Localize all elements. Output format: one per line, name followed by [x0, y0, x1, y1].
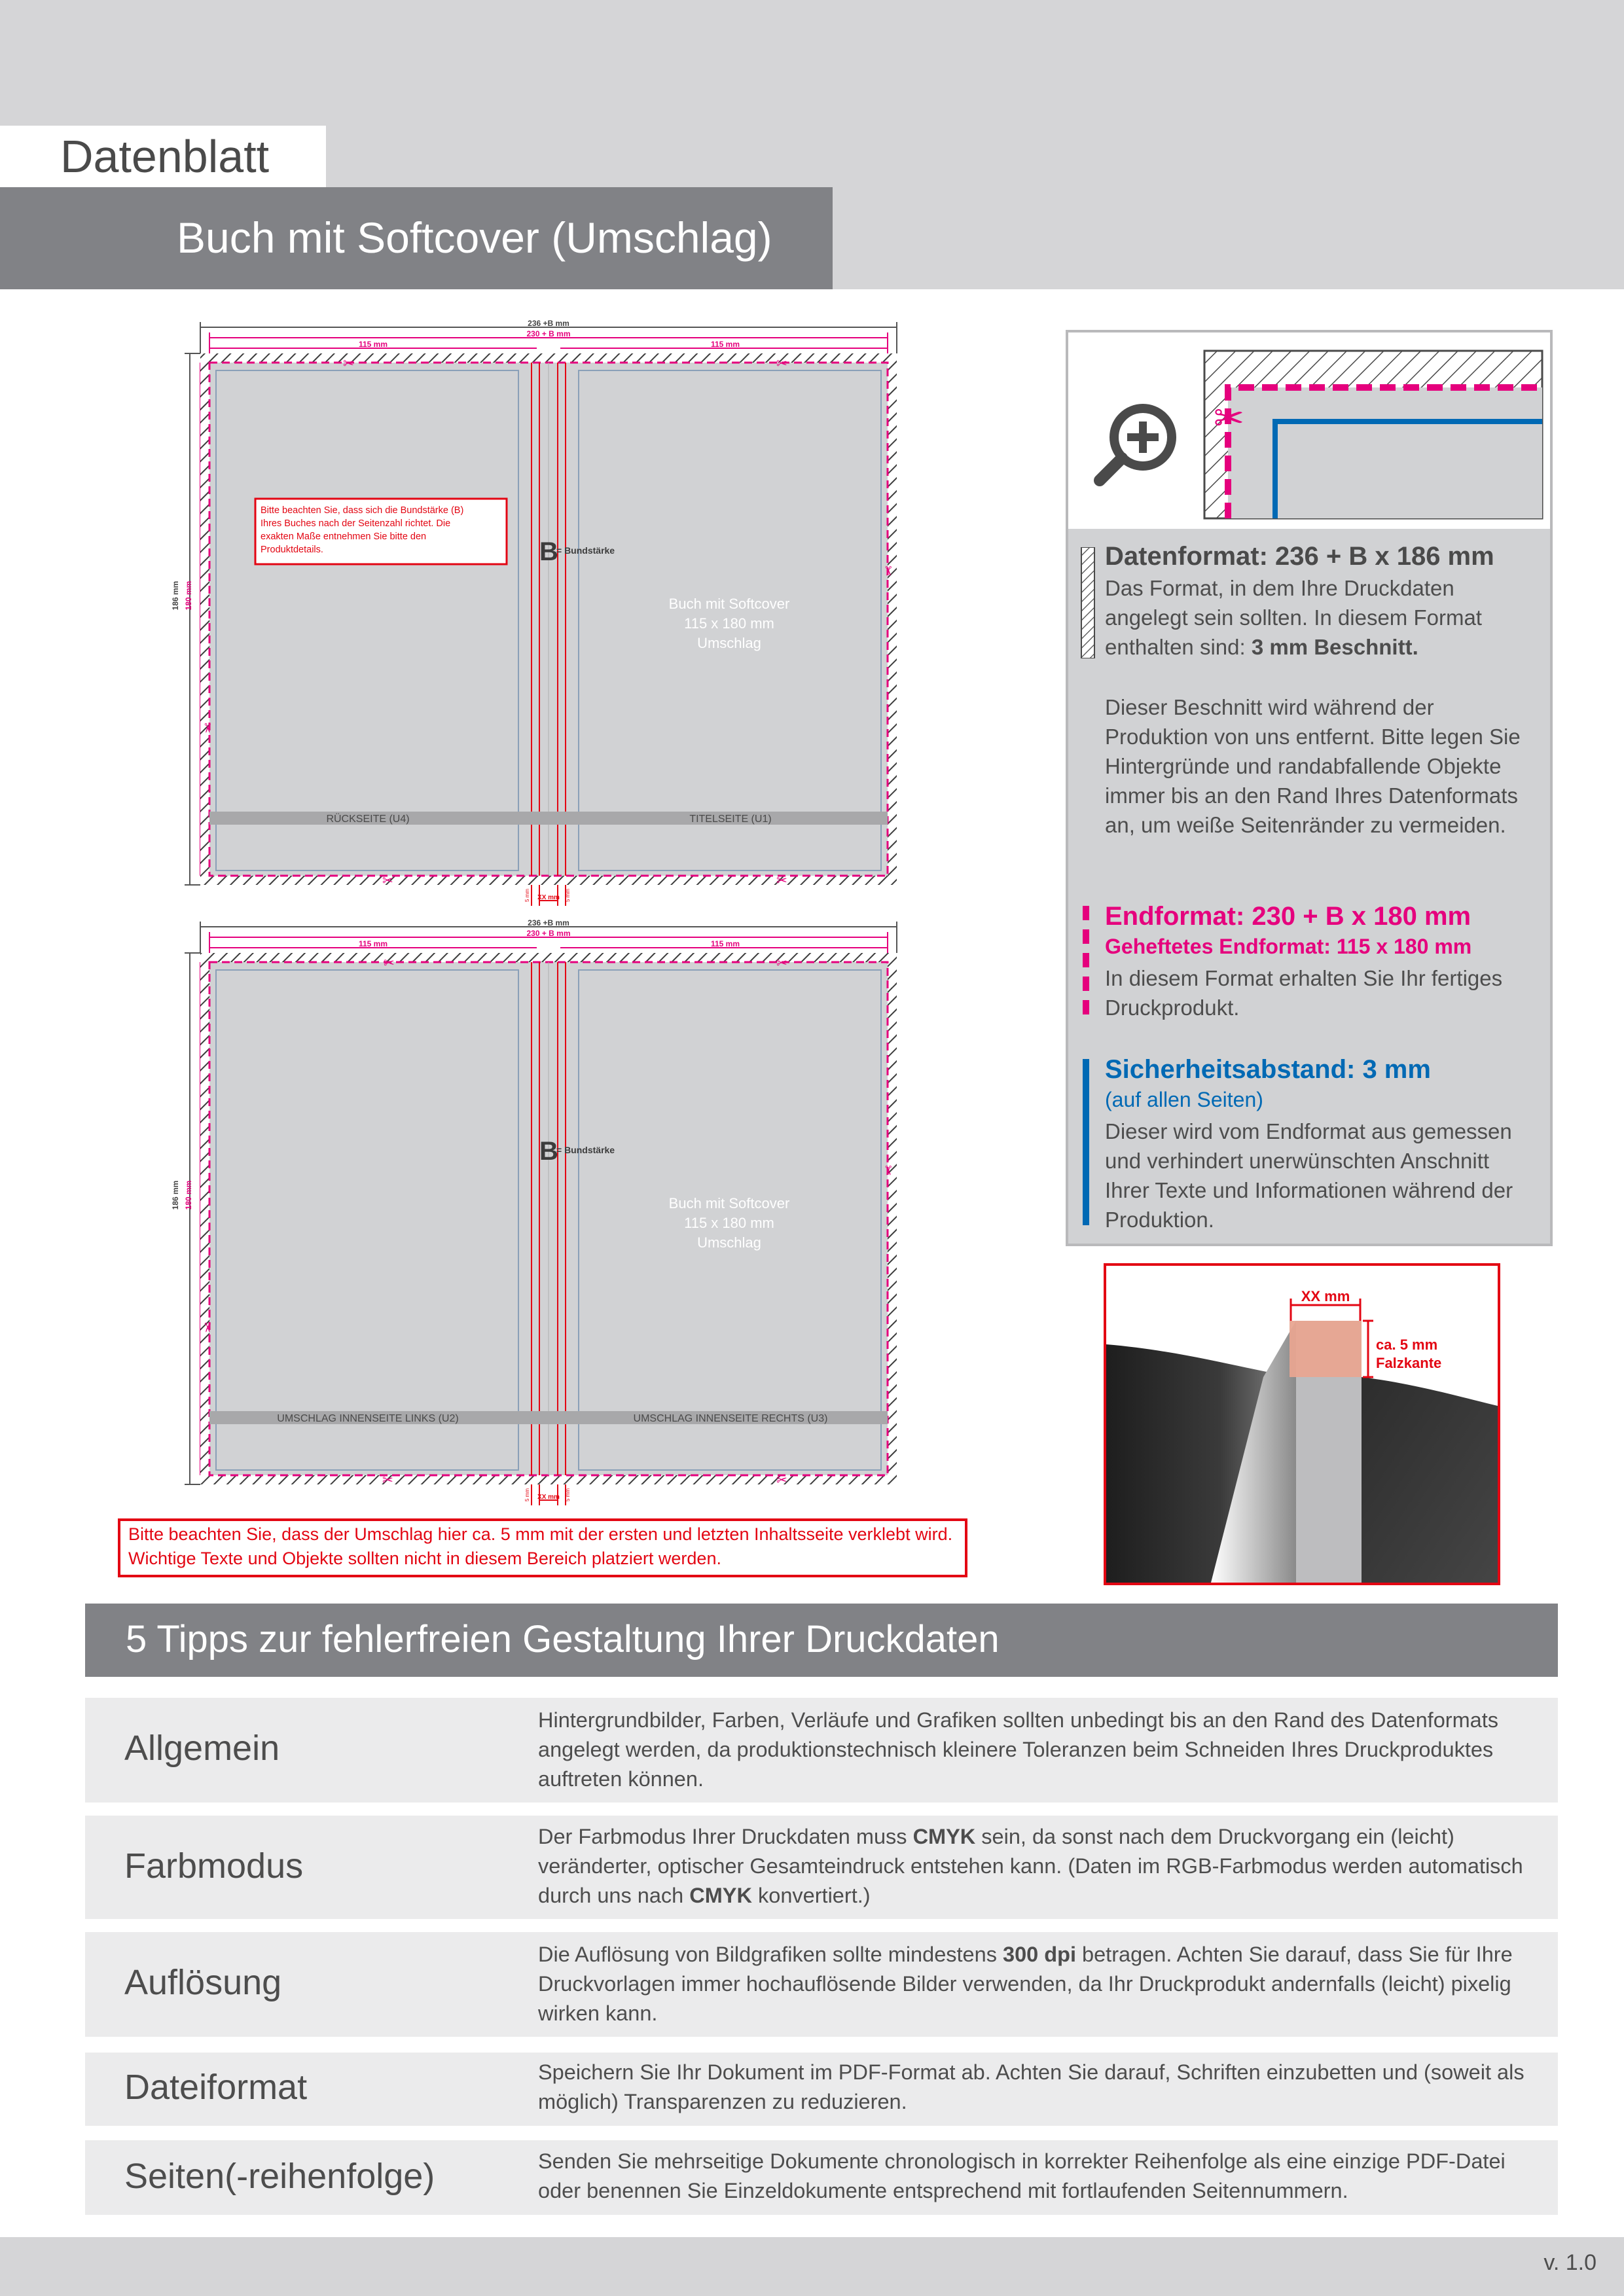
tip-row-farbmodus	[85, 1816, 1558, 1919]
svg-text:✂: ✂	[880, 565, 895, 577]
tip-name: Allgemein	[124, 1729, 280, 1768]
dim-xx-inner: XX mm	[537, 1494, 560, 1501]
dim-half-right-inner: 115 mm	[710, 939, 740, 948]
dim-final-inner: 230 + B mm	[526, 929, 571, 938]
endformat-title: Endformat: 230 + B x 180 mm	[1105, 902, 1471, 931]
endformat-sub: Geheftetes Endformat: 115 x 180 mm	[1105, 935, 1472, 958]
footer-band	[0, 2237, 1624, 2296]
label-u2: UMSCHLAG INNENSEITE LINKS (U2)	[277, 1413, 459, 1424]
product-line2-outer: 115 x 180 mm	[684, 615, 774, 632]
datenformat-title: Datenformat: 236 + B x 186 mm	[1105, 542, 1494, 571]
endformat-text: In diesem Format erhalten Sie Ihr fertiges Druckprodukt.	[1105, 966, 1503, 1020]
label-u1: TITELSEITE (U1)	[689, 814, 772, 825]
tip-row-dateiformat	[85, 2053, 1558, 2126]
tip-text: Hintergrundbilder, Farben, Verläufe und Grafiken sollten unbedingt bis an den Rand des Datenformats angelegt werden, da produktionstechnisch kleinere Toleranzen beim Schneiden Ihres Druckproduktes auftreten können.	[538, 1708, 1499, 1791]
bund-letter-outer: B	[539, 537, 558, 566]
svg-text:✂: ✂	[200, 1322, 214, 1333]
page-title: Buch mit Softcover (Umschlag)	[177, 213, 772, 262]
dim-height-total-inner: 186 mm	[171, 1180, 180, 1210]
tip-name: Seiten(-reihenfolge)	[124, 2157, 435, 2196]
svg-text:✂: ✂	[776, 357, 787, 371]
falz-kante-label: Falzkante	[1376, 1355, 1442, 1371]
dim-xx-outer: XX mm	[537, 894, 560, 901]
dim-5-right-outer: 5 mm	[565, 889, 571, 902]
sicherheit-title: Sicherheitsabstand: 3 mm	[1105, 1055, 1431, 1084]
falz-ca-label: ca. 5 mm	[1376, 1336, 1438, 1353]
endformat-marker	[1083, 906, 1089, 1021]
tip-text: Die Auflösung von Bildgrafiken sollte mindestens 300 dpi betragen. Achten Sie darauf, dass Sie für Ihre Druckvorlagen immer hochauflösende Bilder verwenden, da Ihr Druckprodukt andernfalls (leicht) pixelig wirken kann.	[538, 1943, 1513, 2025]
beschnitt-text: Dieser Beschnitt wird während der Produktion von uns entfernt. Bitte legen Sie Hintergründe und randabfallende Objekte immer bis an den Rand Ihres Datenformats an, um weiße Seitenränder zu vermeiden.	[1105, 695, 1521, 837]
tip-name: Dateiformat	[124, 2068, 308, 2107]
svg-text:✂: ✂	[200, 723, 214, 734]
tip-name: Auflösung	[124, 1963, 282, 2002]
svg-text:✂: ✂	[776, 1473, 787, 1488]
tip-name: Farbmodus	[124, 1846, 304, 1886]
sicherheit-sub: (auf allen Seiten)	[1105, 1088, 1263, 1111]
datenformat-text: Das Format, in dem Ihre Druckdaten angelegt sein sollten. In diesem Format enthalten sind: 3 mm Beschnitt.	[1105, 576, 1482, 659]
dim-total-outer: 236 +B mm	[528, 319, 569, 328]
dim-height-total-outer: 186 mm	[171, 581, 180, 611]
dim-height-final-inner: 180 mm	[184, 1180, 193, 1210]
tip-row-aufloesung	[85, 1932, 1558, 2037]
scissors-icon: ✂	[1214, 397, 1244, 439]
tip-row-seiten	[85, 2140, 1558, 2215]
label-u3: UMSCHLAG INNENSEITE RECHTS (U3)	[633, 1413, 828, 1424]
svg-text:✂: ✂	[343, 357, 354, 371]
bund-note: Bitte beachten Sie, dass sich die Bundstärke (B) Ihres Buches nach der Seitenzahl richtet. Die exakten Maße entnehmen Sie bitte den Produktdetails.	[261, 505, 464, 555]
bund-letter-inner: B	[539, 1137, 558, 1166]
svg-text:✂: ✂	[880, 1165, 895, 1176]
outer-cover-diagram	[171, 319, 897, 906]
product-line3-inner: Umschlag	[697, 1234, 761, 1251]
dim-height-final-outer: 180 mm	[184, 581, 193, 611]
dim-half-left-outer: 115 mm	[358, 340, 388, 349]
glue-warning-text: Bitte beachten Sie, dass der Umschlag hier ca. 5 mm mit der ersten und letzten Inhaltsseite verklebt wird. Wichtige Texte und Objekte sollten nicht in diesem Bereich platziert werden.	[128, 1524, 953, 1568]
tip-text: Senden Sie mehrseitige Dokumente chronologisch in korrekter Reihenfolge als eine einzige PDF-Datei oder benennen Sie Einzeldokumente entsprechend mit fortlaufenden Seitennummern.	[538, 2149, 1506, 2202]
inner-cover-diagram	[171, 918, 897, 1505]
product-line1-inner: Buch mit Softcover	[668, 1195, 790, 1211]
svg-text:✂: ✂	[384, 956, 395, 971]
bund-label-inner: = Bundstärke	[556, 1145, 615, 1155]
tips-title: 5 Tipps zur fehlerfreien Gestaltung Ihrer Druckdaten	[126, 1618, 1000, 1660]
version-label: v. 1.0	[1543, 2250, 1597, 2275]
dim-5-right-inner: 5 mm	[565, 1488, 571, 1501]
product-line3-outer: Umschlag	[697, 635, 761, 651]
svg-text:✂: ✂	[382, 874, 393, 888]
dim-total-inner: 236 +B mm	[528, 918, 569, 927]
dim-5-left-inner: 5 mm	[524, 1488, 530, 1501]
svg-text:✂: ✂	[776, 956, 787, 971]
hatch-bar-icon	[1080, 547, 1097, 658]
cover-diagrams	[0, 301, 929, 1505]
safety-marker	[1083, 1059, 1089, 1225]
zoom-in-icon	[1100, 408, 1172, 480]
dim-final-outer: 230 + B mm	[526, 329, 571, 338]
sicherheit-text: Dieser wird vom Endformat aus gemessen und verhindert unerwünschten Anschnitt Ihrer Texte und Informationen während der Produktion.	[1105, 1119, 1513, 1232]
bund-label-outer: = Bundstärke	[556, 545, 615, 556]
product-line1-outer: Buch mit Softcover	[668, 596, 790, 612]
dim-half-right-outer: 115 mm	[710, 340, 740, 349]
tip-text: Der Farbmodus Ihrer Druckdaten muss CMYK sein, da sonst nach dem Druckvorgang ein (leicht) veränderter, optischer Gesamteindruck entstehen kann. (Daten im RGB-Farbmodus werden automatisch durch uns nach CMYK konvertiert.)	[538, 1825, 1523, 1907]
doc-label: Datenblatt	[60, 131, 270, 182]
svg-text:✂: ✂	[776, 874, 787, 888]
falzkante-illustration	[1104, 1263, 1500, 1585]
product-line2-inner: 115 x 180 mm	[684, 1215, 774, 1231]
bleed-illustration	[1068, 332, 1550, 529]
dim-half-left-inner: 115 mm	[358, 939, 388, 948]
label-u4: RÜCKSEITE (U4)	[326, 814, 410, 825]
falz-xx-label: XX mm	[1301, 1288, 1350, 1304]
tip-text: Speichern Sie Ihr Dokument im PDF-Format ab. Achten Sie darauf, Schriften einzubetten und (soweit als möglich) Transparenzen zu reduzieren.	[538, 2060, 1525, 2113]
dim-5-left-outer: 5 mm	[524, 889, 530, 902]
svg-text:✂: ✂	[382, 1473, 393, 1488]
tip-row-allgemein	[85, 1698, 1558, 1803]
